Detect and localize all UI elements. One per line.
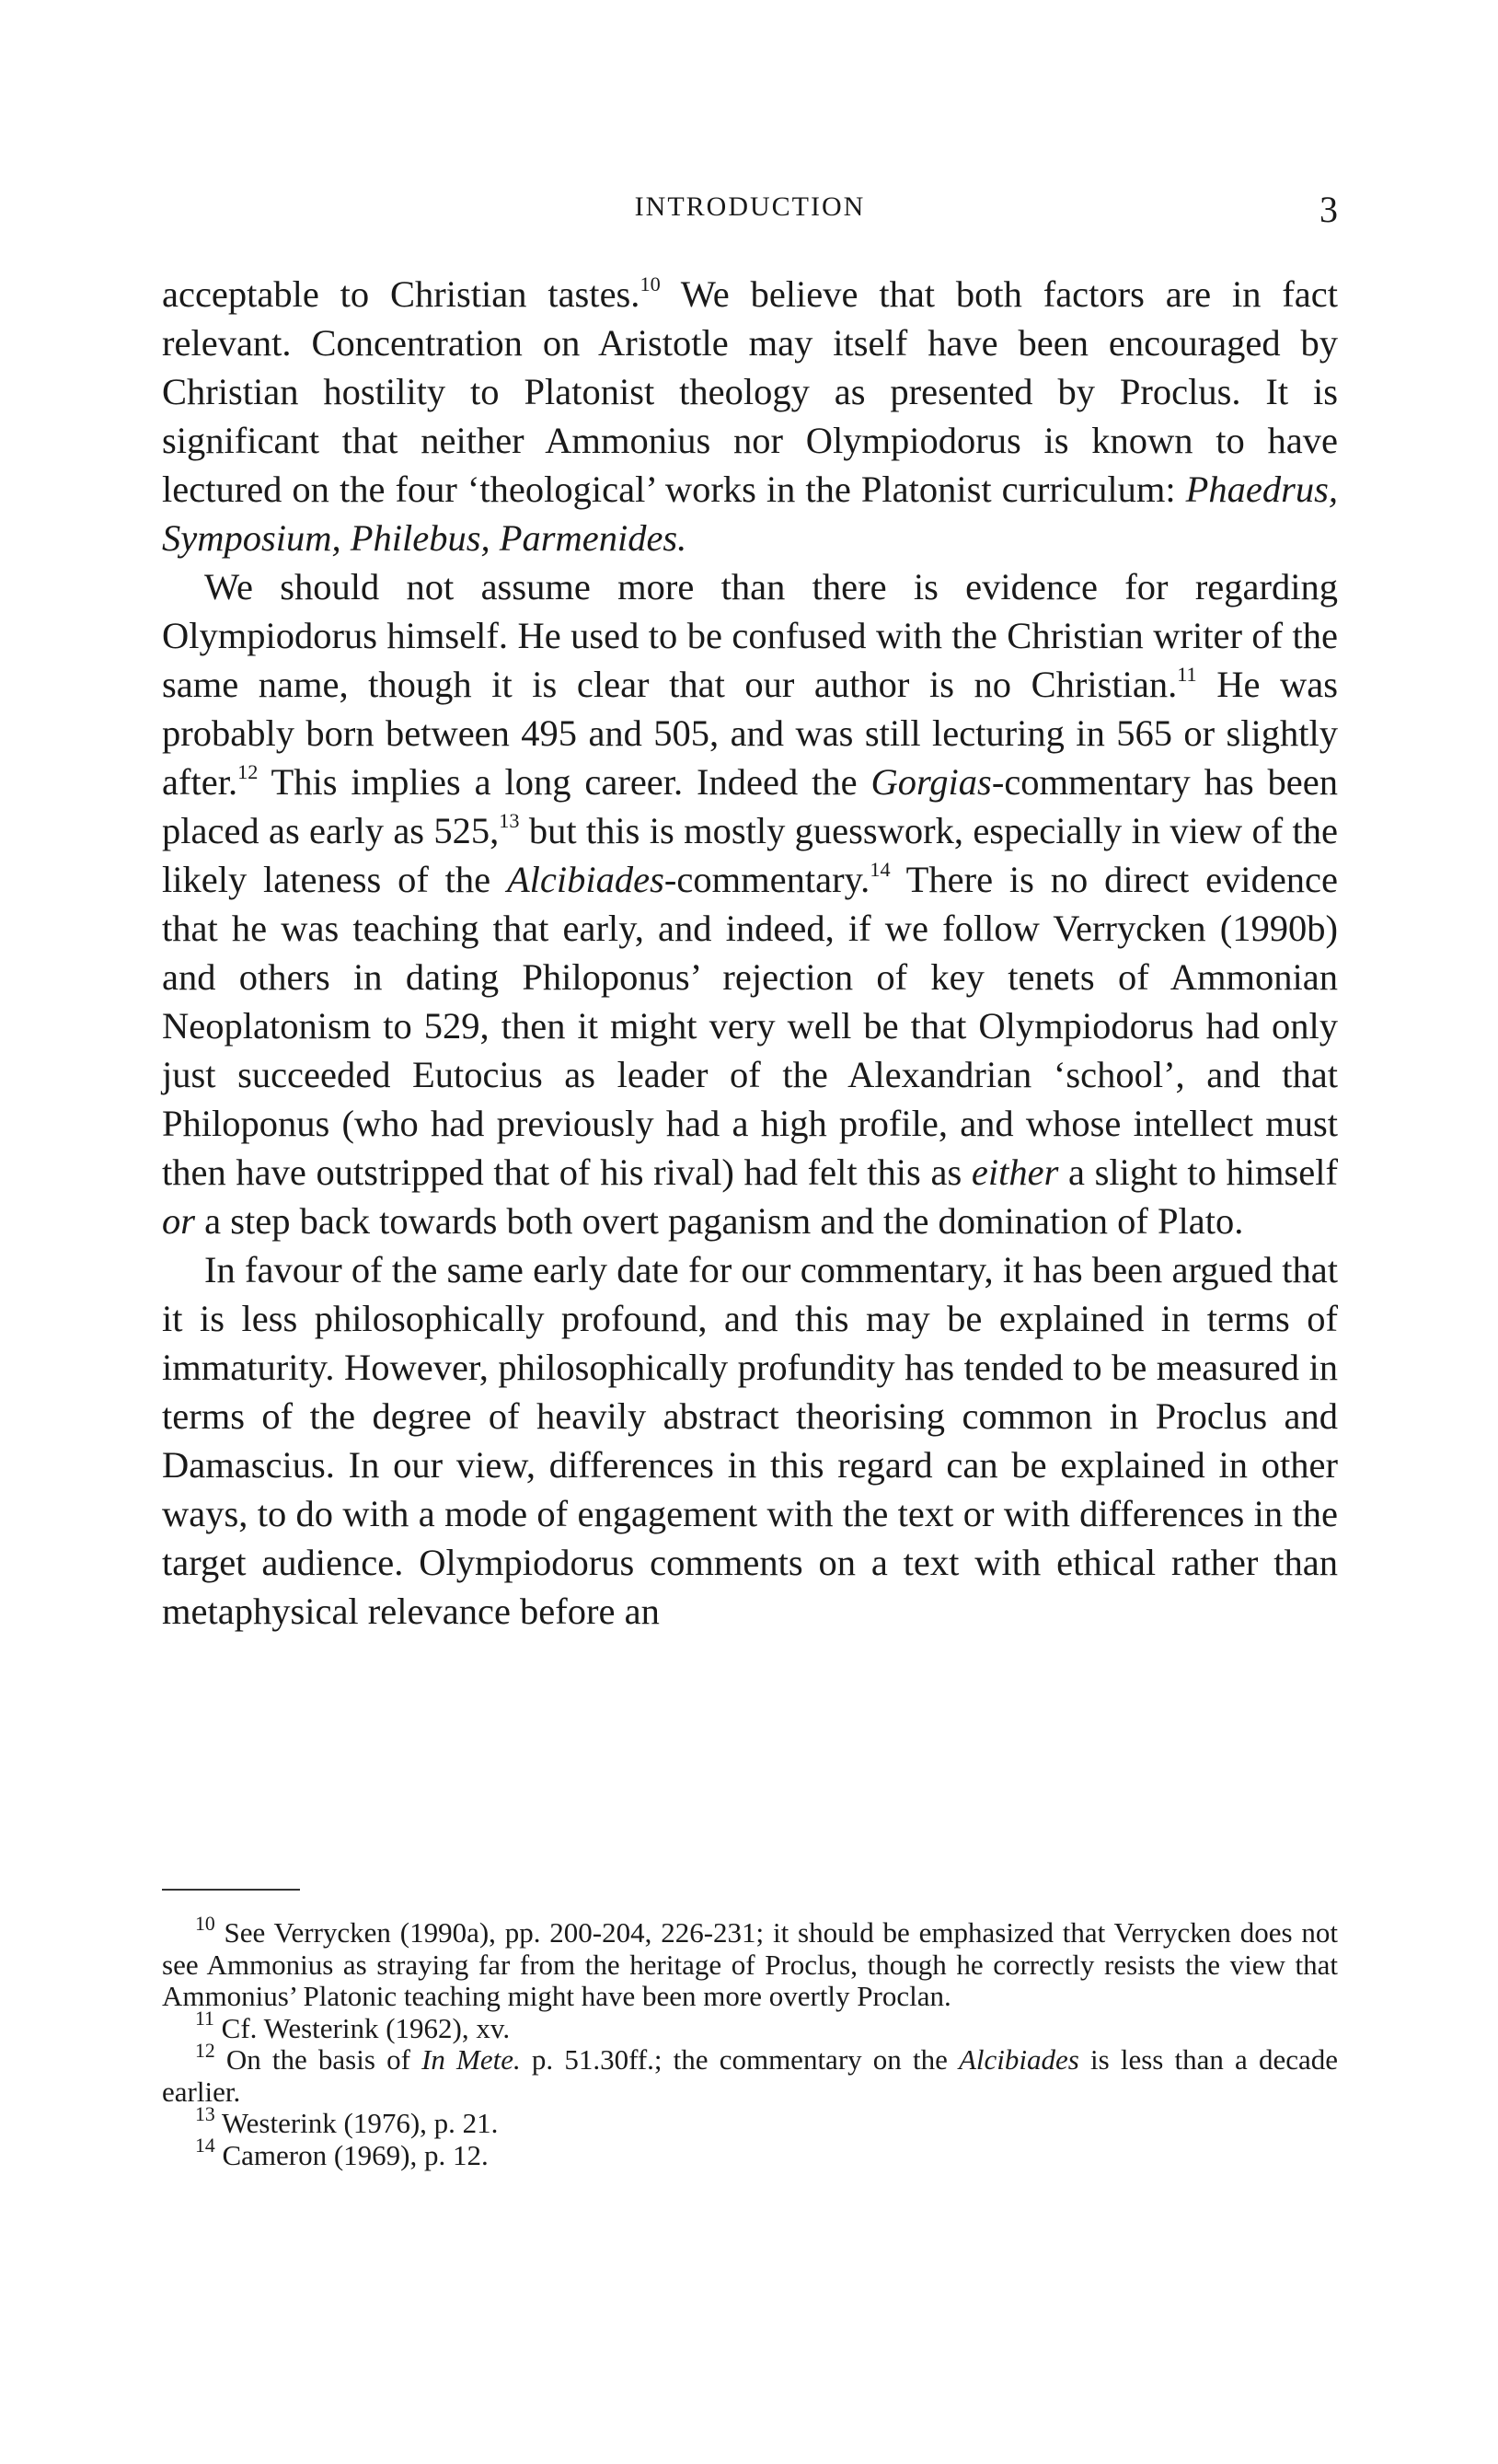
footnote-marker: 12 bbox=[195, 2039, 215, 2062]
footnote-text: Cf. Westerink (1962), xv. bbox=[213, 2011, 511, 2044]
running-head-title: INTRODUCTION bbox=[634, 191, 866, 222]
text-run: acceptable to Christian tastes. bbox=[162, 273, 640, 315]
footnote-marker: 14 bbox=[195, 2134, 215, 2157]
footnote-marker: 11 bbox=[195, 2007, 214, 2030]
page-number: 3 bbox=[1319, 189, 1338, 230]
footnote-text: See Verrycken (1990a), pp. 200-204, 226-231; it should be emphasized that Verrycken does not see Ammonius as straying far from the heritage of Proclus, though he correctly resists the view that Ammonius’ Platonic teaching might have been more overtly Proclan. bbox=[162, 1916, 1338, 2012]
footnote-14 bbox=[162, 2134, 1338, 2172]
text-run: We believe that both factors are in fact relevant. Concentration on Aristotle may itself have been encouraged by Christian hostility to Platonist theology as presented by Proclus. It is significant that neither Ammonius nor Olympiodorus is known to have lectured on the four ‘theological’ works in the Platonist curriculum: bbox=[162, 273, 1338, 510]
footnote-text: Cameron (1969), p. 12. bbox=[214, 2138, 489, 2171]
footnote-ref-10: 10 bbox=[640, 272, 661, 296]
footnote-12 bbox=[162, 2039, 1338, 2108]
italic-run: Alcibiades bbox=[958, 2043, 1079, 2076]
text-run: This implies a long career. Indeed the bbox=[258, 761, 871, 803]
footnote-marker: 13 bbox=[195, 2102, 215, 2125]
footnote-11 bbox=[162, 2007, 1338, 2045]
italic-run: or bbox=[162, 1200, 196, 1242]
text-run: There is no direct evidence that he was teaching that early, and indeed, if we follow Verrycken (1990b) and others in dating Philoponus’ rejection of key tenets of Ammonian Neoplatonism to 529, then it might very well be that Olympiodorus had only just succeeded Eutocius as leader of the Alexandrian ‘school’, and that Philoponus (who had previously had a high profile, and whose intellect must then have outstripped that of his rival) had felt this as bbox=[162, 859, 1338, 1193]
italic-run: Gorgias bbox=[870, 761, 992, 803]
paragraph-3 bbox=[162, 1245, 1338, 1636]
footnote-ref-14: 14 bbox=[870, 858, 891, 882]
italic-run: Phaedrus, Symposium, Philebus, Parmenides. bbox=[162, 469, 1338, 559]
footnote-ref-13: 13 bbox=[499, 809, 520, 833]
italic-run: In Mete. bbox=[421, 2043, 521, 2076]
footnote-ref-11: 11 bbox=[1177, 663, 1197, 687]
footnote-13 bbox=[162, 2102, 1338, 2140]
text-run: a step back towards both overt paganism and the domination of Plato. bbox=[195, 1200, 1244, 1242]
footnote-10 bbox=[162, 1912, 1338, 2013]
footnote-ref-12: 12 bbox=[237, 760, 259, 784]
italic-run: Alcibiades bbox=[506, 859, 664, 900]
text-run: We should not assume more than there is evidence for regarding Olympiodorus himself. He used to be confused with the Christian writer of the same name, though it is clear that our author is no Christian. bbox=[162, 566, 1338, 705]
italic-run: either bbox=[971, 1151, 1059, 1193]
footnote-text: Westerink (1976), p. 21. bbox=[214, 2107, 499, 2139]
paragraph-1 bbox=[162, 270, 1338, 562]
main-text bbox=[162, 270, 1338, 1636]
footnote-marker: 10 bbox=[195, 1912, 215, 1935]
footnotes bbox=[162, 1912, 1338, 2171]
text-run: -commentary. bbox=[663, 859, 870, 900]
text-run: but this is mostly guesswork, especially in view of the likely lateness of the bbox=[162, 810, 1338, 900]
text-run: In favour of the same early date for our commentary, it has been argued that it is less philosophically profound, and this may be explained in terms of immaturity. However, philosophically profundity has tended to be measured in terms of the degree of heavily abstract theorising common in Proclus and Damascius. In our view, differences in this regard can be explained in other ways, to do with a mode of engagement with the text or with differences in the target audience. Olympiodorus comments on a text with ethical rather than metaphysical relevance before an bbox=[162, 1249, 1338, 1632]
footnote-text: On the basis of bbox=[214, 2043, 422, 2076]
footnote-separator bbox=[162, 1889, 300, 1891]
text-run: a slight to himself bbox=[1058, 1151, 1338, 1193]
footnote-text: p. 51.30ff.; the commentary on the bbox=[520, 2043, 959, 2076]
text-run: -commentary has been placed as early as 525, bbox=[162, 761, 1338, 851]
text-run: He was probably born between 495 and 505, and was still lecturing in 565 or slightly after. bbox=[162, 664, 1339, 803]
paragraph-2 bbox=[162, 562, 1338, 1245]
running-head bbox=[162, 191, 1338, 228]
footnote-text: is less than a decade earlier. bbox=[162, 2043, 1338, 2108]
